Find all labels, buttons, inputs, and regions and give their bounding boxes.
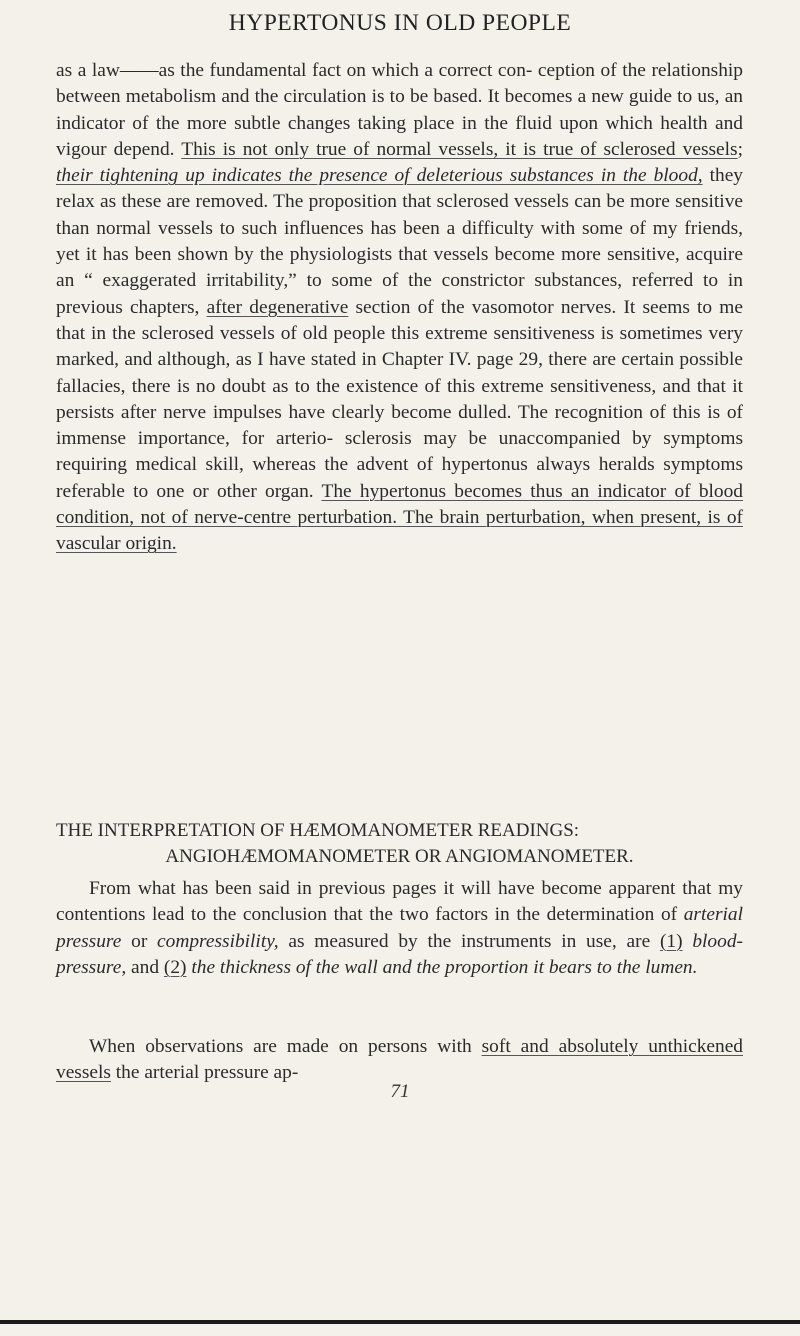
page-number: 71 [390, 1081, 410, 1102]
p1-underline-1: This is not only true of normal vessels, it is true of sclerosed vessels [181, 138, 738, 160]
p1-italic-underline: their tightening up indicates the presence of deleterious substances in the blood, [56, 165, 703, 187]
p1-span-3: they relax as these are removed. The proposition that sclerosed vessels can be more sensitive than normal vessels to such influences has been a difficulty with some of my friends, yet it has been shown by the physiologists that vessels become more sensitive, acquire an “ exaggerated irritability,” to some of the constrictor substances, referred to in previous chapters, [56, 165, 743, 318]
section-heading-line-2: ANGIOHÆMOMANOMETER OR ANGIOMANOMETER. [165, 846, 634, 867]
p3-span-2: the arterial pressure ap- [110, 1062, 299, 1084]
p2-italic-4: the thickness of the wall and the proportion it bears to the lumen. [191, 956, 698, 978]
p1-underline-3: The hypertonus becomes thus an indicator of blood condition, not of nerve-centre perturbation. The brain perturbation, when present, is of vascular origin. [56, 480, 744, 555]
p2-underline-1: (1) [659, 930, 683, 952]
running-head: HYPERTONUS IN OLD PEOPLE [228, 10, 572, 36]
p2-italic-2: compressibility, [157, 930, 279, 952]
section-heading [56, 818, 743, 870]
p1-span-2: ; [737, 138, 743, 160]
p2-span-5: and [126, 956, 164, 978]
paragraph-2 [56, 876, 743, 981]
p2-italic-1: arterial pressure [56, 904, 743, 952]
p1-span-1: as a law——as the fundamental fact on which a correct con- ception of the relationship between metabolism and the circulation is to be based. It becomes a new guide to us, an indicator of the more subtle changes taking place in the fluid upon which health and vigour depend. [56, 60, 743, 160]
paragraph-3 [56, 1034, 743, 1087]
paragraph-1-text [56, 58, 743, 558]
p2-underline-2: (2) [163, 956, 187, 978]
p2-italic-3: blood-pressure, [56, 930, 743, 978]
p2-span-1: From what has been said in previous pages it will have become apparent that my contentions lead to the conclusion that the two factors in the determination of [56, 878, 743, 926]
p1-underline-2: after degenerative [206, 296, 349, 318]
paragraph-3-text [56, 1034, 743, 1087]
p2-span-4 [683, 931, 693, 952]
p2-span-3: as measured by the instruments in use, are [278, 930, 660, 952]
paragraph-1 [56, 58, 743, 558]
p1-span-4: section of the vasomotor nerves. It seems to me that in the sclerosed vessels of old people this extreme sensitiveness is sometimes very marked, and although, as I have stated in Chapter IV. page 29, there are certain possible fallacies, there is no doubt as to the existence of this extreme sensitiveness, and that it persists after nerve impulses have clearly become dulled. The recognition of this is of immense importance, for arterio- sclerosis may be unaccompanied by symptoms requiring medical skill, whereas the advent of hypertonus always heralds symptoms referable to one or other organ. [56, 296, 743, 502]
paragraph-2-text [56, 876, 743, 981]
p3-span-1: When observations are made on persons with [89, 1036, 482, 1057]
p3-underline-1: soft and absolutely unthickened vessels [56, 1036, 743, 1084]
section-heading-line-1: THE INTERPRETATION OF HÆMOMANOMETER READINGS: [56, 820, 580, 841]
p2-span-2: or [121, 930, 158, 952]
bottom-edge-rule [0, 1320, 800, 1324]
